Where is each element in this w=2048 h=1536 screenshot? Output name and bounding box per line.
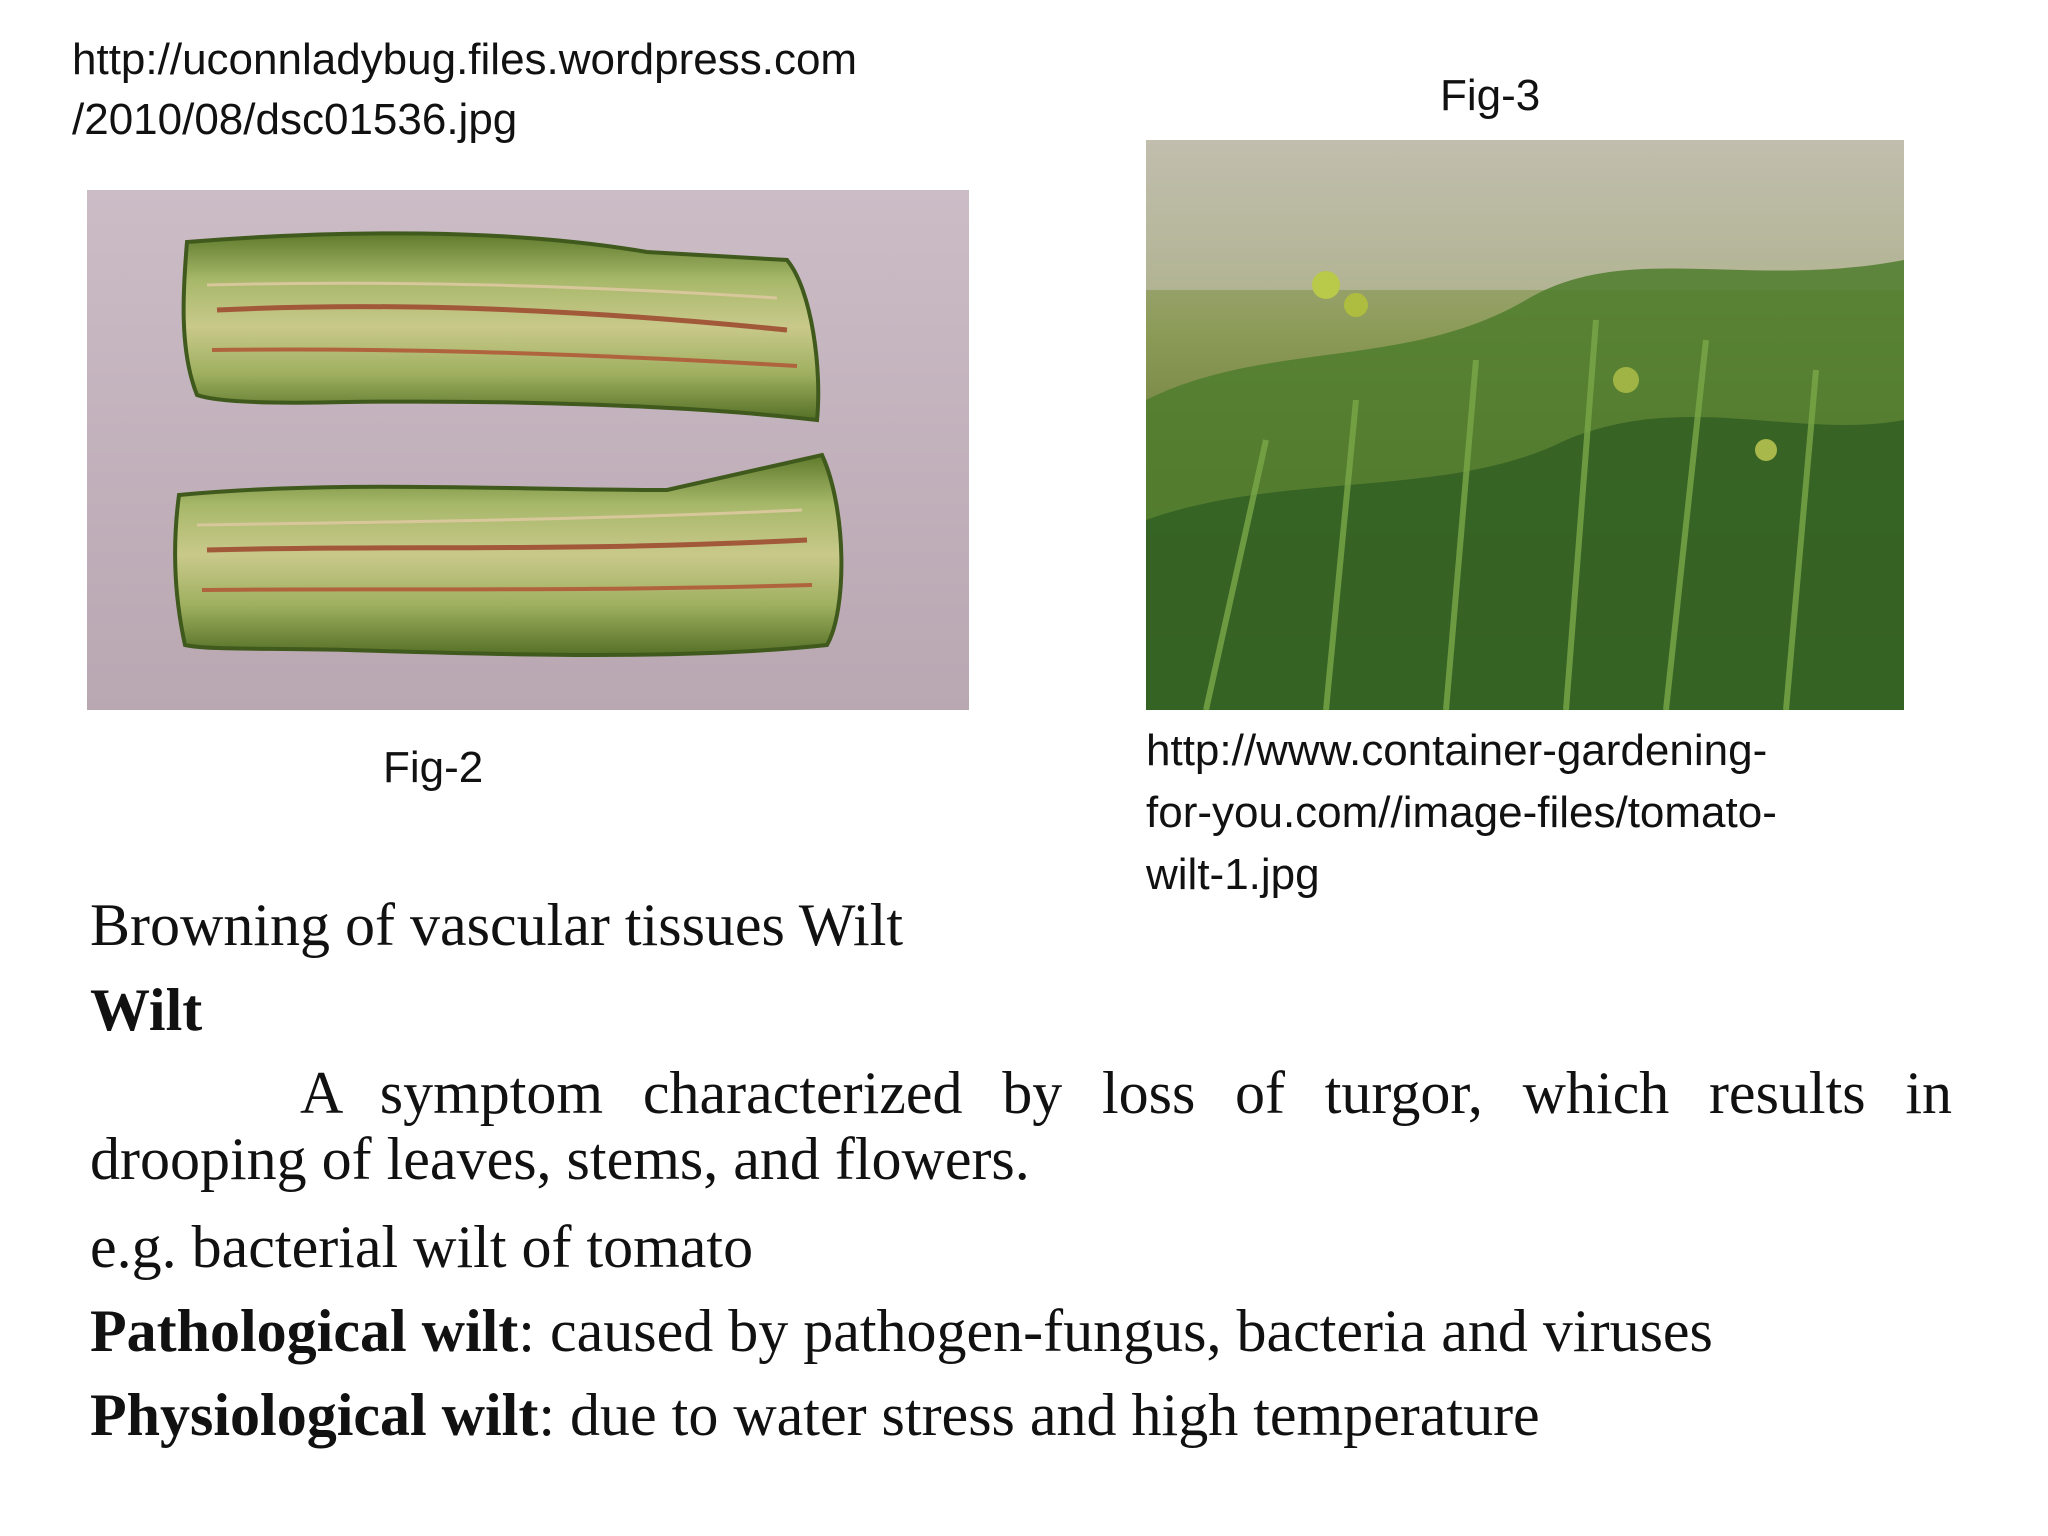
pathological-text: : caused by pathogen-fungus, bacteria and viruses	[518, 1298, 1713, 1364]
physiological-term: Physiological wilt	[90, 1382, 539, 1448]
pathological-wilt-line	[90, 1296, 1713, 1366]
wilt-definition: A symptom characterized by loss of turgor, which results in drooping of leaves, stems, and flowers.	[90, 1060, 1952, 1192]
example-line: e.g. bacterial wilt of tomato	[90, 1214, 754, 1280]
pathological-term: Pathological wilt	[90, 1298, 519, 1364]
physiological-wilt-line	[90, 1380, 1540, 1450]
fig3-source-url: http://www.container-gardening- for-you.com//image-files/tomato- wilt-1.jpg	[1146, 726, 1777, 899]
physiological-text: : due to water stress and high temperature	[538, 1382, 1540, 1448]
fig2-source-url: http://uconnladybug.files.wordpress.com /2010/08/dsc01536.jpg	[72, 35, 858, 144]
fig2-stem-photo	[87, 190, 969, 710]
fig3-wilted-tomato-photo	[1146, 140, 1904, 710]
figure-caption: Browning of vascular tissues Wilt	[90, 892, 904, 958]
section-heading: Wilt	[90, 977, 203, 1043]
fig2-label: Fig-2	[383, 743, 484, 792]
fig3-label: Fig-3	[1440, 71, 1541, 120]
